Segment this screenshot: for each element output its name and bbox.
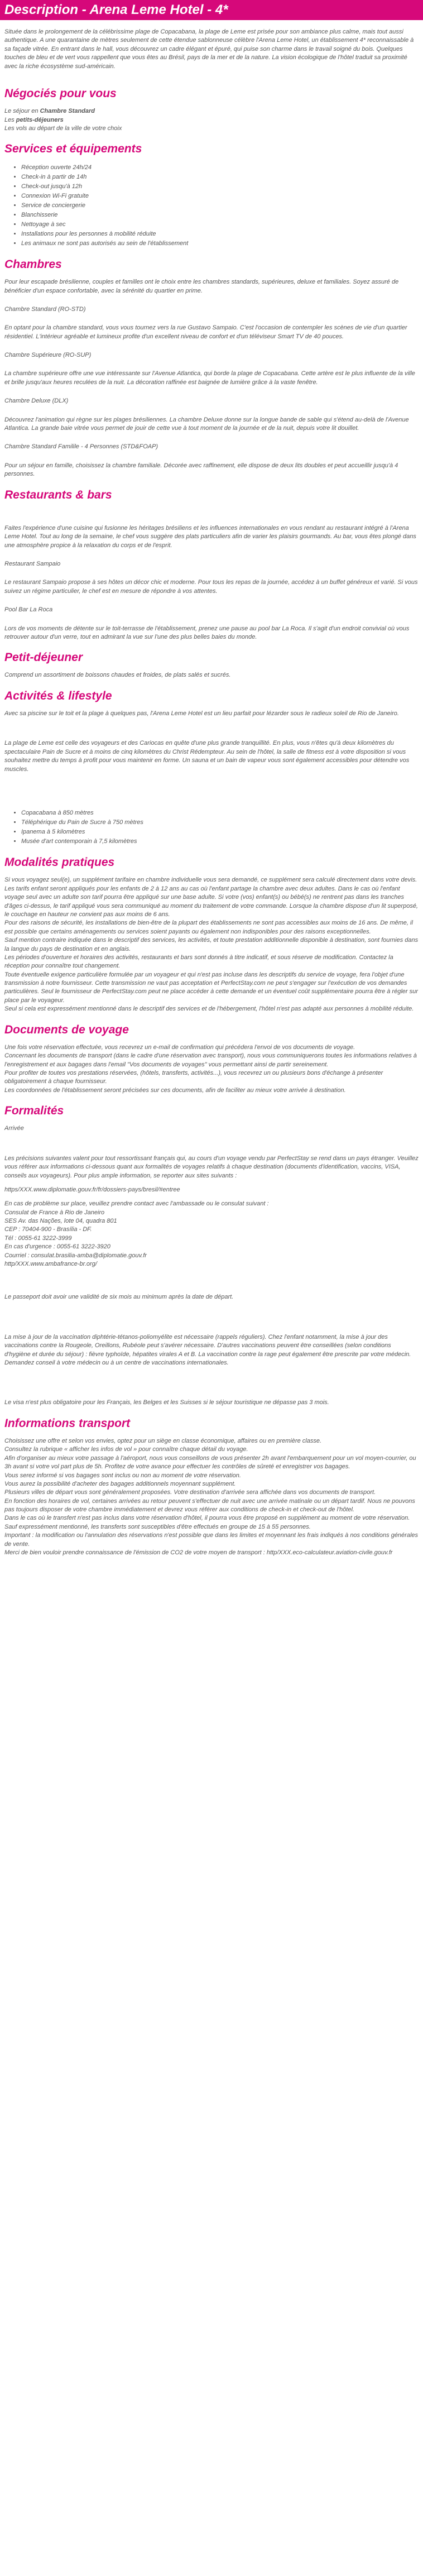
activites-desc: La plage de Leme est celle des voyageurs et des Cariocas en quête d'une plus grande tranquillité. En plus, vous n'êtes qu'à deux kilomètres du spectaculaire Pain de Sucre et à moins de cinq kilomètres du Christ Rédempteur. Au sein de l'hôtel, la salle de fitness est à votre disposition si vous souhaitez mettre du temps à profit pour vous maintenir en forme. Un sauna et un bain de vapeur vous sont également accessibles pour détendre vos muscles. [4, 740, 410, 773]
spacer [4, 724, 419, 739]
transport-line: Consultez la rubrique « afficher les infos de vol » pour connaître chaque détail du voyage. [4, 1446, 248, 1453]
negocies-line-2-bold: petits-déjeuners [16, 116, 64, 123]
contact-line: Courriel : consulat.brasilia-amba@diplomatie.gouv.fr [4, 1252, 147, 1259]
restaurants-intro: Faites l'expérience d'une cuisine qui fusionne les héritages brésiliens et les influences internationales en vous rendant au restaurant intégré à l'Arena Leme Hotel. Tout au long de la semaine, le chef vous suggère des plats particuliers afin de varier les plaisirs gourmands. Au bar, vous êtes plongé dans une atmosphère propice à la relaxation du corps et de l'esprit. [4, 524, 416, 549]
activites-list [4, 808, 419, 846]
documents-text [4, 1043, 419, 1095]
section-title-negocies: Négociés pour vous [4, 87, 117, 100]
chambres-intro: Pour leur escapade brésilienne, couples et familles ont le choix entre les chambres standards, supérieures, deluxe et familiales. Soyez assuré de bénéficier d'un espace confortable, avec la sérénité du quartier en prime. [4, 279, 399, 294]
activites-intro: Avec sa piscine sur le toit et la plage à quelques pas, l'Arena Leme Hotel est un lieu parfait pour lézarder sous le radieux soleil de Rio de Janeiro. [4, 710, 399, 717]
contact-line: CEP : 70404-900 - Brasília - DF. [4, 1226, 92, 1233]
transport-line: Afin d'organiser au mieux votre passage à l'aéroport, nous vous conseillons de vous présenter 2h avant l'embarquement pour un vol moyen-courrier, ou 3h avant si votre vol part plus de 5h. Profitez de votre avance pour effectuer les contrôles de sûreté et enregistrer vos bagages. [4, 1454, 416, 1471]
section-title-transport: Informations transport [4, 1416, 131, 1430]
negocies-line-1-bold: Chambre Standard [40, 108, 95, 115]
list-item: • Nettoyage à sec [21, 220, 419, 229]
spacer [4, 1308, 419, 1333]
modalites-line: Les tarifs enfant seront appliqués pour les enfants de 2 à 12 ans au cas où l'enfant partage la chambre avec deux adultes. Dans le cas où l'enfant voyage seul avec un adulte son tarif pourra être appliqué sur une base adulte. Si votre (vos) enfant(s) ou bébé(s) ne rentrent pas dans les tranches d'âges ci-dessus, le tarif appliqué vous sera communiqué au moment du traitement de votre commande. Lorsque la chambre dispose d'un lit superposé, le couchage en hauteur ne convient pas aux moins de 6 ans. [4, 885, 418, 918]
modalites-text [4, 876, 419, 1013]
negocies-line-1 [4, 107, 419, 116]
room-name: Chambre Standard Familile - 4 Personnes (STD&FOAP) [4, 443, 158, 451]
transport-line: Merci de bien vouloir prendre connaissance de l'émission de CO2 de votre moyen de transport : http/XXX.eco-calculateur.aviation-civile.gouv.fr [4, 1549, 393, 1557]
section-title-formalites: Formalités [4, 1104, 64, 1118]
transport-line: Important : la modification ou l'annulation des réservations n'est possible que dans les limites et moyennant les frais indiqués à nos conditions générales de vente. [4, 1532, 419, 1548]
transport-text [4, 1437, 419, 1557]
visa-text: Le visa n'est plus obligatoire pour les Français, les Belges et les Suisses si le séjour touristique ne dépasse pas 3 mois. [4, 1399, 329, 1406]
intro-text: Située dans le prolongement de la célébrissime plage de Copacabana, la plage de Leme est prisée pour son ambiance plus calme, mais tout aussi authentique. A une quarantaine de mètres seulement de cette étendue sablonneuse célèbre l'Arena Leme Hotel, un établissement 4* reconnaissable à sa façade vitrée. En entrant dans le hall, vous découvrez un cadre élégant et épuré, qui puise son charme dans le travail soigné du bois. Quelques touches de bleu et de vert vous rappellent que vous êtes au Brésil, pays de la mer et de la nature. La vision écologique de l'hôtel traduit sa proximité avec la riche écosystème sud-américain. [4, 28, 414, 70]
section-title-petitdej: Petit-déjeuner [4, 651, 83, 664]
formalites-para: Les précisions suivantes valent pour tout ressortissant français qui, au cours d'un voyage vendu par PerfectStay se rend dans un pays étranger. Veuillez vous référer aux informations ci-dessous quant aux formalités de voyages relatifs à chaque destination (documents d'identification, vaccins, VISA, conseils aux voyageurs). Pour plus ample information, se reporter aux sites suivants : [4, 1155, 419, 1179]
vaccines-text: La mise à jour de la vaccination diphtérie-tétanos-poliomyélite est nécessaire (rappels réguliers). Chez l'enfant notamment, la mise à jour des vaccinations contre la Rougeole, Oreillons, Rubéole peut s'avérer nécessaire. D'autres vaccinations peuvent être conseillées (selon conditions d'hygiène et durée du séjour) : fièvre typhoïde, hépatites virales A et B. La vaccination contre la rage peut également être prescrite par votre médecin. Demandez conseil à votre médecin ou à un centre de vaccinations internationales. [4, 1333, 411, 1366]
transport-line: Plusieurs villes de départ vous sont généralement proposées. Votre destination d'arrivée sera affichée dans vos documents de transport. [4, 1489, 376, 1496]
modalites-line: Si vous voyagez seul(e), un supplément tarifaire en chambre individuelle vous sera demandé, ce supplément sera calculé directement dans votre devis. [4, 877, 417, 884]
list-item: • Ipanema à 5 kilomètres [21, 827, 419, 837]
modalites-line: Les périodes d'ouverture et horaires des activités, restaurants et bars sont donnés à titre indicatif, et sous réserve de modification. Contactez la réception pour connaître tout changement. [4, 954, 393, 970]
passport-text: Le passeport doit avoir une validité de six mois au minimum après la date de départ. [4, 1294, 234, 1301]
venue-name: Pool Bar La Roca [4, 606, 53, 614]
list-item: • Les animaux ne sont pas autorisés au sein de l'établissement [21, 239, 419, 248]
room-name: Chambre Deluxe (DLX) [4, 398, 69, 405]
room-desc: Pour un séjour en famille, choisissez la chambre familiale. Décorée avec raffinement, elle dispose de deux lits doubles et peut accueillir jusqu'à 4 personnes. [4, 462, 398, 478]
contact-line: En cas de problème sur place, veuillez prendre contact avec l'ambassade ou le consulat suivant : [4, 1200, 269, 1208]
section-title-documents: Documents de voyage [4, 1023, 129, 1036]
negocies-line-3: Les vols au départ de la ville de votre choix [4, 125, 122, 132]
spacer [4, 779, 419, 805]
formalites-subtitle: Arrivée [4, 1125, 24, 1132]
section-title-restaurants: Restaurants & bars [4, 488, 112, 501]
section-title-modalites: Modalités pratiques [4, 856, 115, 869]
list-item: • Copacabana à 850 mètres [21, 808, 419, 818]
room-name: Chambre Supérieure (RO-SUP) [4, 352, 92, 359]
services-list [4, 163, 419, 248]
contact-line: En cas d'urgence : 0055-61 3222-3920 [4, 1243, 110, 1251]
room-desc: Découvrez l'animation qui règne sur les plages brésiliennes. La chambre Deluxe donne sur la longue bande de sable qui s'étend au-delà de l'Avenue Atlantica. La grande baie vitrée vous permet de jouir de cette vue à tout moment de la journée et de la nuit, depuis votre lit douillet. [4, 416, 409, 432]
venue-desc: Lors de vos moments de détente sur le toit-terrasse de l'établissement, prenez une pause au pool bar La Roca. Il s'agit d'un endroit convivial où vous retrouver autour d'un verre, tout en admirant la vue sur l'une des plus belles baies du monde. [4, 625, 410, 640]
list-item: • Service de conciergerie [21, 201, 419, 210]
contact-line[interactable]: http/XXX.www.ambafrance-br.org/ [4, 1261, 97, 1268]
content [0, 28, 423, 1557]
room-desc: En optant pour la chambre standard, vous vous tournez vers la rue Gustavo Sampaio. C'est l'occasion de contempler les scènes de vie d'un quartier résidentiel. L'intérieur agréable et lumineux profite d'un excellent niveau de confort et d'un téléviseur Smart TV de 40 pouces. [4, 324, 407, 340]
modalites-line: Sauf mention contraire indiquée dans le descriptif des services, les activités, et toute prestation additionnelle disponible à destination, sont fournies dans la langue du pays de destination et en anglais. [4, 937, 419, 952]
list-item: • Connexion Wi-Fi gratuite [21, 191, 419, 201]
transport-line: Vous aurez la possibilité d'acheter des bagages additionnels moyennant supplément. [4, 1480, 236, 1487]
contact-line: Tél : 0055-61 3222-3999 [4, 1234, 72, 1242]
section-title-activites: Activités & lifestyle [4, 689, 112, 702]
petitdej-text: Comprend un assortiment de boissons chaudes et froides, de plats salés et sucrés. [4, 672, 231, 679]
spacer [4, 1139, 419, 1155]
list-item: • Réception ouverte 24h/24 [21, 163, 419, 173]
negocies-line-1-prefix: Le séjour en [4, 108, 40, 115]
documents-line: Les coordonnées de l'établissement seront précisées sur ces documents, afin de faciliter au mieux votre arrivée à destination. [4, 1086, 346, 1094]
documents-line: Concernant les documents de transport (dans le cadre d'une réservation avec transport), nous vous communiquerons toutes les informations relatives à l'enregistrement et aux bagages dans l'email "Vos documents de voyages" vous permettant ainsi de partir sereinement. [4, 1052, 417, 1068]
transport-line: Dans le cas où le transfert n'est pas inclus dans votre réservation d'hôtel, il pourra vous être proposé en supplément au moment de votre réservation. Sauf expressément mentionné, les transferts sont susceptibles d'être effectués en groupe de 15 à 55 personnes. [4, 1515, 410, 1530]
formalites-link[interactable]: https/XXX.www.diplomatie.gouv.fr/fr/dossiers-pays/bresil/#entree [4, 1186, 180, 1193]
negocies-line-2-prefix: Les [4, 116, 16, 123]
spacer [4, 1373, 419, 1399]
consulat-contact [4, 1200, 419, 1268]
negocies-line-2 [4, 116, 419, 125]
list-item: • Musée d'art contemporain à 7,5 kilomètres [21, 837, 419, 846]
documents-line: Pour profiter de toutes vos prestations réservées, (hôtels, transferts, activités...), vous recevrez un ou plusieurs bons d'échange à présenter obligatoirement à chaque fournisseur. [4, 1069, 383, 1085]
list-item: • Installations pour les personnes à mobilité réduite [21, 229, 419, 239]
venue-name: Restaurant Sampaio [4, 560, 61, 567]
transport-line: Choisissez une offre et selon vos envies, optez pour un siège en classe économique, affaires ou en première classe. [4, 1437, 322, 1444]
list-item: • Téléphérique du Pain de Sucre à 750 mètres [21, 818, 419, 827]
contact-line: SES Av. das Nações, lote 04, quadra 801 [4, 1218, 117, 1225]
venue-desc: Le restaurant Sampaio propose à ses hôtes un décor chic et moderne. Pour tous les repas de la journée, accédez à un buffet généreux et varié. Si vous suivez un régime particulier, le chef est en mesure de répondre à vos attentes. [4, 579, 418, 595]
modalites-line: Toute éventuelle exigence particulière formulée par un voyageur et qui n'est pas incluse dans les descriptifs du service de voyage, fera l'objet d'une transmission à notre fournisseur. Cette transmission ne vaut pas acceptation et PerfectStay.com ne peut s'engager sur l'exécution de vos demandes particulières. Seul le fournisseur de PerfectStay.com peut ne place accéder à cette demande et un éventuel coût supplémentaire pourra être à régler sur place par le voyageur. [4, 971, 418, 1004]
list-item: • Check-in à partir de 14h [21, 173, 419, 182]
room-desc: La chambre supérieure offre une vue intéressante sur l'Avenue Atlantica, qui borde la plage de Copacabana. Cette artère est le plus ​​influente de la ville et brille jusqu'aux heures reculées de la nuit. La décoration raffinée est baignée de lumière grâce à la vaste fenêtre. [4, 370, 415, 386]
room-name: Chambre Standard (RO-STD) [4, 305, 86, 313]
section-title-services: Services et équipements [4, 142, 142, 156]
modalites-line: Seul si cela est expressément mentionné dans le descriptif des services et de l'hébergement, l'hôtel n'est pas adapté aux personnes à mobilité réduite. [4, 1005, 414, 1013]
transport-line: Vous serez informé si vos bagages sont inclus ou non au moment de votre réservation. [4, 1472, 241, 1479]
negocies-list [4, 107, 419, 133]
contact-line: Consulat de France à Rio de Janeiro [4, 1209, 105, 1216]
documents-line: Une fois votre réservation effectuée, vous recevrez un e-mail de confirmation qui précédera l'envoi de vos documents de voyage. [4, 1043, 355, 1051]
page-title: Description - Arena Leme Hotel - 4* [0, 0, 423, 20]
modalites-line: Pour des raisons de sécurité, les installations de bien-être de la plupart des établissements ne sont pas accessibles aux moins de 16 ans. De même, il est possible que certains aménagements ou services soient payants ou également non indisponibles pour des raisons exceptionnelles. [4, 920, 413, 935]
list-item: • Blanchisserie [21, 210, 419, 220]
transport-line: En fonction des horaires de vol, certaines arrivées au retour peuvent s'effectuer de nuit avec une arrivée matinale ou un départ tardif. Nous ne pouvons pas toujours disposer de votre chambre immédiatement et devrez vous référer aux conditions de check-in et check-out de l'hôtel. [4, 1497, 415, 1514]
spacer [4, 1277, 419, 1293]
spacer [4, 509, 419, 524]
section-title-chambres: Chambres [4, 257, 62, 271]
list-item: • Check-out jusqu'à 12h [21, 182, 419, 191]
